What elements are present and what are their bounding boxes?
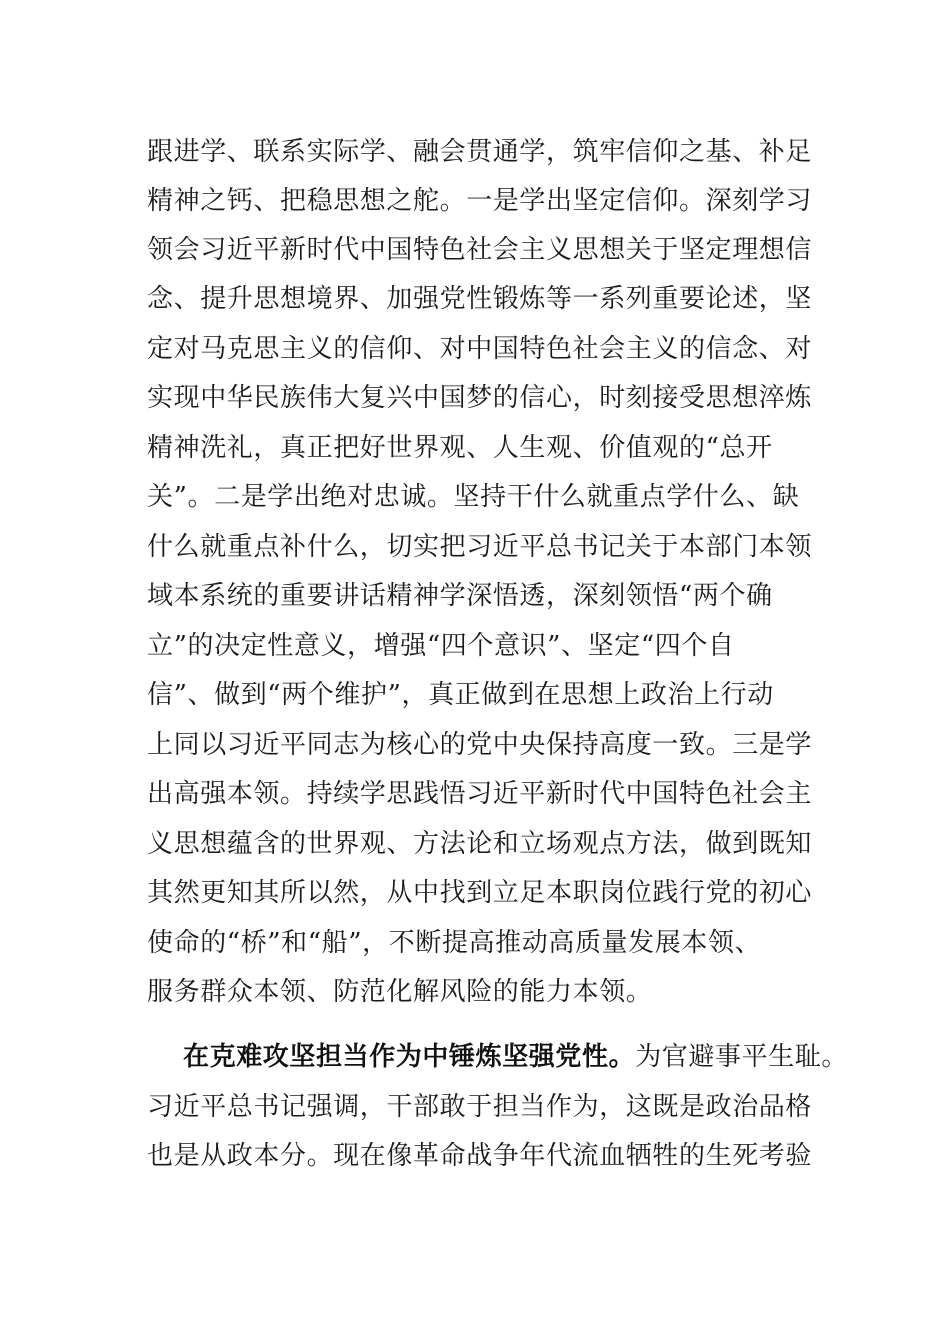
heading-followup-text: 为官避事平生耻。: [635, 1042, 849, 1072]
paragraph-line: 领会习近平新时代中国特色社会主义思想关于坚定理想信: [147, 235, 813, 265]
paragraph-line: 跟进学、联系实际学、融会贯通学，筑牢信仰之基、补足: [147, 137, 813, 167]
paragraph-line: 立”的决定性意义，增强“四个意识”、坚定“四个自: [147, 631, 735, 661]
paragraph-line: 关”。二是学出绝对忠诚。坚持干什么就重点学什么、缺: [147, 482, 800, 512]
paragraph-line: 实现中华民族伟大复兴中国梦的信心，时刻接受思想淬炼: [147, 383, 813, 413]
paragraph-line: 出高强本领。持续学思践悟习近平新时代中国特色社会主: [147, 779, 813, 809]
paragraph-line: 定对马克思主义的信仰、对中国特色社会主义的信念、对: [147, 334, 813, 364]
paragraph-line: 习近平总书记强调，干部敢于担当作为，这既是政治品格: [147, 1092, 813, 1122]
paragraph-line: 什么就重点补什么，切实把习近平总书记关于本部门本领: [147, 532, 813, 562]
paragraph-line: 上同以习近平同志为核心的党中央保持高度一致。三是学: [147, 730, 813, 760]
paragraph-first-line: [183, 1040, 848, 1074]
paragraph-line: 精神之钙、把稳思想之舵。一是学出坚定信仰。深刻学习: [147, 186, 813, 216]
paragraph-line: 域本系统的重要讲话精神学深悟透，深刻领悟“两个确: [147, 581, 773, 611]
paragraph-line: 服务群众本领、防范化解风险的能力本领。: [147, 977, 653, 1007]
paragraph-line: 也是从政本分。现在像革命战争年代流血牺牲的生死考验: [147, 1141, 813, 1171]
paragraph-line: 义思想蕴含的世界观、方法论和立场观点方法，做到既知: [147, 829, 813, 859]
paragraph-line: 使命的“桥”和“船”，不断提高推动高质量发展本领、: [147, 928, 762, 958]
paragraph-line: 信”、做到“两个维护”，真正做到在思想上政治上行动: [147, 680, 774, 710]
paragraph-line: 其然更知其所以然，从中找到立足本职岗位践行党的初心: [147, 878, 813, 908]
section-heading: 在克难攻坚担当作为中锤炼坚强党性。: [183, 1042, 636, 1072]
paragraph-line: 精神洗礼，真正把好世界观、人生观、价值观的“总开: [147, 433, 773, 463]
paragraph-line: 念、提升思想境界、加强党性锻炼等一系列重要论述，坚: [147, 284, 813, 314]
